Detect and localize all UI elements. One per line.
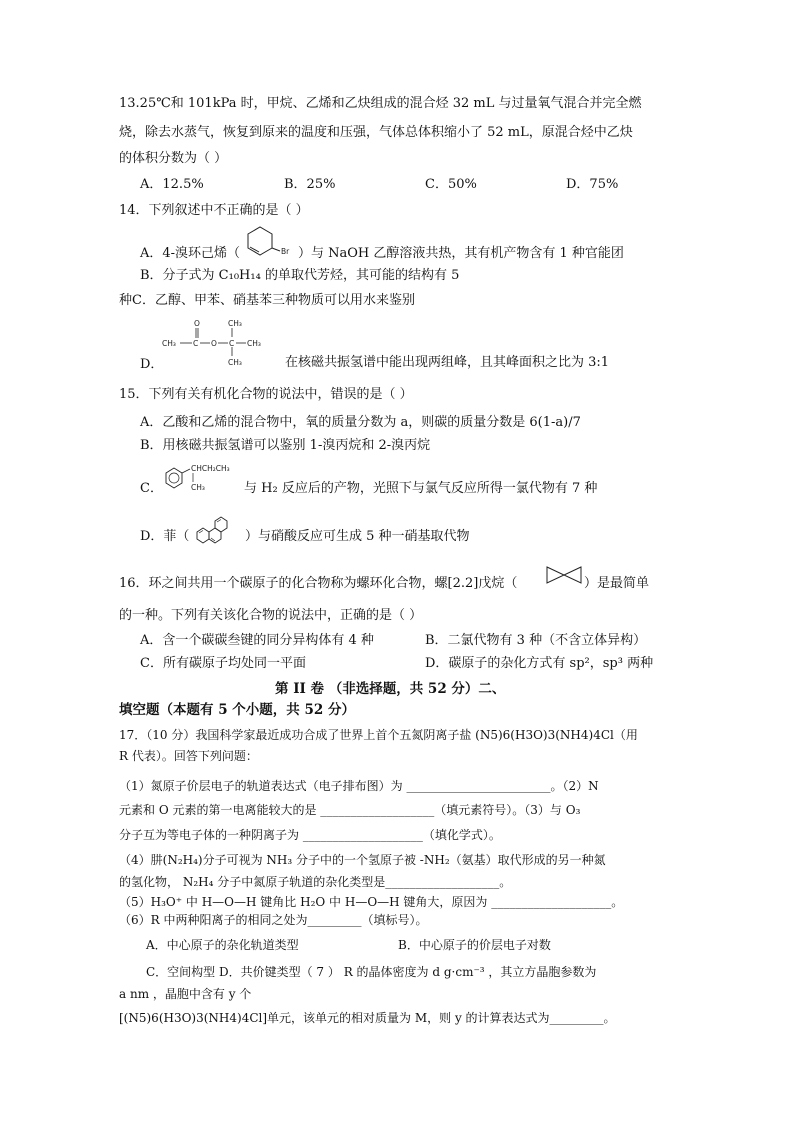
q15-option-a: A．乙酸和乙烯的混合物中，氧的质量分数为 a，则碳的质量分数是 6(1-a)/7 (140, 415, 581, 430)
q14-option-b: B．分子式为 C₁₀H₁₄ 的单取代芳烃，其可能的结构有 5 (140, 268, 460, 283)
q16-line1-suffix: ）是最简单 (584, 576, 650, 591)
section-subtitle: 填空题（本题有 5 个小题，共 52 分） (119, 702, 355, 718)
q17-line7: 的氢化物， N₂H₄ 分子中氮原子轨道的杂化类型是___________________。 (119, 875, 512, 889)
q13-line2: 烧，除去水蒸气，恢复到原来的温度和压强，气体总体积缩小了 52 mL，原混合烃中乙炔 (119, 125, 633, 140)
q17-line5: 分子互为等电子体的一种阴离子为 ____________________（填化学式）。 (119, 828, 501, 842)
q13-option-b: B．25% (284, 177, 336, 192)
q17-line13: [(N5)6(H3O)3(NH4)4Cl]单元，该单元的相对质量为 M，则 y 的计算表达式为_________。 (119, 1011, 616, 1025)
q17-line8: （5）H₃O⁺ 中 H—O—H 键角比 H₂O 中 H—O—H 键角大，原因为 ____________________。 (119, 895, 624, 909)
q15-option-b: B．用核磁共振氢谱可以鉴别 1-溴丙烷和 2-溴丙烷 (140, 438, 431, 453)
q17-line11: C．空间构型 D．共价键类型（ 7 ） R 的晶体密度为 d g·cm⁻³ ，其立方晶胞参数为 (146, 965, 597, 979)
svg-text:CH₃: CH₃ (228, 358, 242, 367)
q13-line3: 的体积分数为（ ） (119, 151, 228, 166)
q13-option-d: D．75% (566, 177, 619, 192)
q16-option-b: B．二氯代物有 3 种（不含立体异构） (425, 633, 647, 648)
svg-text:C: C (229, 339, 235, 348)
q13-option-a: A．12.5% (140, 177, 204, 192)
propylbenzene-structure (160, 458, 250, 498)
q14-stem: 14．下列叙述中不正确的是（ ） (119, 203, 309, 218)
q17-line9: （6）R 中两种阳离子的相同之处为_________（填标号）。 (119, 913, 428, 927)
svg-text:O: O (211, 339, 217, 348)
q15-option-d-prefix: D．菲（ (140, 529, 190, 544)
q13-line1: 13.25℃和 101kPa 时，甲烷、乙烯和乙炔组成的混合烃 32 mL 与过量氧气混合并完全燃 (119, 96, 642, 111)
br-label: Br (281, 247, 290, 256)
q14-option-d-prefix: D． (140, 357, 164, 372)
section-title: 第 II 卷 （非选择题，共 52 分）二、 (275, 681, 506, 697)
q14-option-d-suffix: 在核磁共振氢谱中能出现两组峰，且其峰面积之比为 3:1 (285, 355, 610, 370)
svg-text:CH₃: CH₃ (162, 339, 176, 348)
q16-line1-prefix: 16．环之间共用一个碳原子的化合物称为螺环化合物，螺[2.2]戊烷（ (119, 576, 518, 591)
spiropentane-structure (544, 564, 584, 586)
q17-line10-option-a: A．中心原子的杂化轨道类型 (146, 938, 299, 952)
svg-text:O: O (194, 319, 200, 328)
q15-stem: 15．下列有关有机化合物的说法中，错误的是（ ） (119, 387, 413, 402)
q17-line1: 17．（10 分）我国科学家最近成功合成了世界上首个五氮阴离子盐 (N5)6(H3O)3(NH4)4Cl（用 (119, 728, 638, 742)
svg-text:CHCH₂CH₃: CHCH₂CH₃ (191, 464, 230, 473)
ester-structure (162, 316, 277, 368)
svg-text:C: C (193, 339, 199, 348)
q16-option-a: A．含一个碳碳叁键的同分异构体有 4 种 (140, 633, 374, 648)
q17-line6: （4）肼(N₂H₄)分子可视为 NH₃ 分子中的一个氢原子被 -NH₂（氨基）取代形成的另一种氮 (119, 853, 606, 867)
q16-option-d: D．碳原子的杂化方式有 sp²，sp³ 两种 (425, 656, 654, 671)
q17-line3: （1）氮原子价层电子的轨道表达式（电子排布图）为 ________________________。（2）N (119, 779, 599, 793)
q17-line12: a nm ，晶胞中含有 y 个 (119, 987, 252, 1001)
q16-line2: 的一种。下列有关该化合物的说法中，正确的是（ ） (119, 608, 423, 623)
bromocyclohexene-structure (238, 220, 298, 262)
phenanthrene-structure (192, 506, 242, 548)
q17-line10-option-b: B．中心原子的价层电子对数 (398, 938, 551, 952)
svg-text:CH₃: CH₃ (191, 483, 205, 492)
svg-text:CH₃: CH₃ (228, 319, 242, 328)
q14-option-a-suffix: ）与 NaOH 乙醇溶液共热，其有机产物含有 1 种官能团 (298, 246, 624, 261)
q14-option-c: 种C．乙醇、甲苯、硝基苯三种物质可以用水来鉴别 (119, 293, 415, 308)
q15-option-c-suffix: 与 H₂ 反应后的产物，光照下与氯气反应所得一氯代物有 7 种 (244, 481, 598, 496)
q17-line4: 元素和 O 元素的第一电离能较大的是 ___________________（填元素符号）。（3）与 O₃ (119, 803, 581, 817)
q14-option-a-prefix: A．4-溴环己烯（ (140, 246, 241, 261)
q15-option-d-suffix: ）与硝酸反应可生成 5 种一硝基取代物 (245, 529, 470, 544)
q13-option-c: C．50% (425, 177, 477, 192)
q16-option-c: C．所有碳原子均处同一平面 (140, 656, 306, 671)
svg-text:CH₃: CH₃ (247, 339, 261, 348)
q15-option-c-prefix: C． (140, 481, 163, 496)
q17-line2: R 代表）。回答下列问题： (119, 749, 258, 763)
